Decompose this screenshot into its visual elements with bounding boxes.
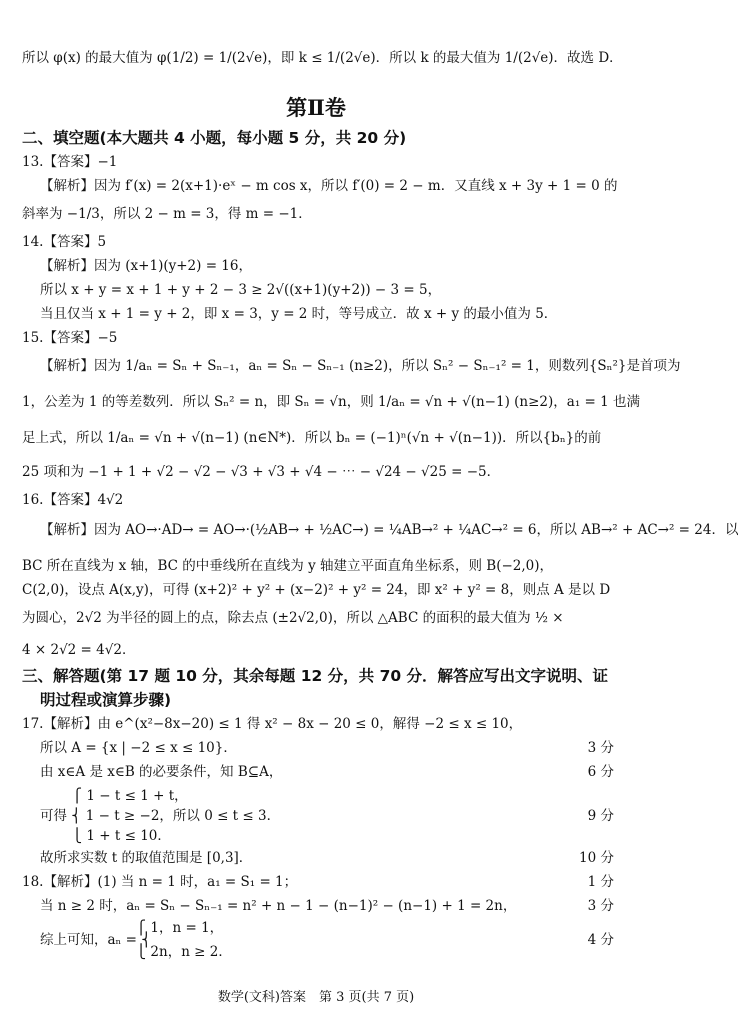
- score-label: 9 分: [587, 808, 614, 824]
- score-label: 3 分: [587, 898, 614, 914]
- score-label: 6 分: [587, 764, 614, 780]
- part-title: 第Ⅱ卷: [286, 95, 346, 120]
- answer-line: 15.【答案】−5: [22, 330, 118, 346]
- text-line: 所以 φ(x) 的最大值为 φ(1/2) = 1/(2√e)，即 k ≤ 1/(2√e)．所以 k 的最大值为 1/(2√e)．故选 D．: [22, 50, 623, 66]
- text-line: 足上式，所以 1/aₙ = √n + √(n−1) (n∈N*)．所以 bₙ = (−1)ⁿ(√n + √(n−1))．所以{bₙ}的前: [22, 430, 602, 446]
- score-label: 10 分: [579, 850, 614, 866]
- text-line: 25 项和为 −1 + 1 + √2 − √2 − √3 + √3 + √4 − ⋯ − √24 − √25 = −5．: [22, 464, 501, 480]
- section-heading: 三、解答题(第 17 题 10 分，其余每题 12 分，共 70 分．解答应写出文字说明、证: [22, 667, 609, 685]
- text-line: 【解析】因为 1/aₙ = Sₙ + Sₙ₋₁，aₙ = Sₙ − Sₙ₋₁ (n≥2)，所以 Sₙ² − Sₙ₋₁² = 1，则数列{Sₙ²}是首项为: [40, 358, 681, 374]
- score-label: 4 分: [587, 932, 614, 948]
- text-line: 当 n ≥ 2 时，aₙ = Sₙ − Sₙ₋₁ = n² + n − 1 − (n−1)² − (n−1) + 1 = 2n，: [40, 898, 517, 914]
- text-line: 【解析】因为 AO→·AD→ = AO→·(½AB→ + ½AC→) = ¼AB→² + ¼AC→² = 6，所以 AB→² + AC→² = 24．以: [40, 522, 738, 538]
- system-line: 综上可知，aₙ = ⎨: [40, 932, 152, 948]
- section-heading: 明过程或演算步骤): [40, 691, 172, 709]
- score-label: 3 分: [587, 740, 614, 756]
- answer-line: 14.【答案】5: [22, 234, 107, 250]
- text-line: BC 所在直线为 x 轴，BC 的中垂线所在直线为 y 轴建立平面直角坐标系，则 B(−2,0)，: [22, 558, 554, 574]
- text-line: 由 x∈A 是 x∈B 的必要条件，知 B⊆A，: [40, 764, 283, 780]
- text-line: C(2,0)，设点 A(x,y)，可得 (x+2)² + y² + (x−2)² + y² = 24，即 x² + y² = 8，则点 A 是以 D: [22, 582, 611, 598]
- text-line: 为圆心，2√2 为半径的圆上的点，除去点 (±2√2,0)，所以 △ABC 的面积的最大值为 ½ ×: [22, 610, 564, 626]
- system-line: 可得 ⎨ 1 − t ≥ −2，所以 0 ≤ t ≤ 3．: [40, 808, 281, 824]
- text-line: 【解析】因为 f′(x) = 2(x+1)·eˣ − m cos x，所以 f′(0) = 2 − m．又直线 x + 3y + 1 = 0 的: [40, 178, 618, 194]
- text-line: 所以 A = {x | −2 ≤ x ≤ 10}．: [40, 740, 237, 756]
- answer-line: 16.【答案】4√2: [22, 492, 124, 508]
- answer-line: 13.【答案】−1: [22, 154, 118, 170]
- text-line: 17.【解析】由 e^(x²−8x−20) ≤ 1 得 x² − 8x − 20 ≤ 0，解得 −2 ≤ x ≤ 10，: [22, 716, 523, 732]
- system-line: ⎧ 1，n = 1，: [136, 920, 224, 936]
- system-line: ⎩ 1 + t ≤ 10．: [72, 828, 171, 844]
- page-footer: 数学(文科)答案 第 3 页(共 7 页): [217, 990, 415, 1005]
- text-line: 1，公差为 1 的等差数列．所以 Sₙ² = n，即 Sₙ = √n，则 1/aₙ = √n + √(n−1) (n≥2)，a₁ = 1 也满: [22, 394, 641, 410]
- text-line: 所以 x + y = x + 1 + y + 2 − 3 ≥ 2√((x+1)(y+2)) − 3 = 5，: [40, 282, 442, 298]
- text-line: 当且仅当 x + 1 = y + 2，即 x = 3，y = 2 时，等号成立．故 x + y 的最小值为 5．: [40, 306, 558, 322]
- text-line: 18.【解析】(1) 当 n = 1 时，a₁ = S₁ = 1；: [22, 874, 298, 890]
- score-label: 1 分: [587, 874, 614, 890]
- text-line: 【解析】因为 (x+1)(y+2) = 16，: [40, 258, 252, 274]
- text-line: 故所求实数 t 的取值范围是 [0,3]．: [40, 850, 253, 866]
- section-heading: 二、填空题(本大题共 4 小题，每小题 5 分，共 20 分): [22, 129, 407, 147]
- system-line: ⎧ 1 − t ≤ 1 + t，: [72, 788, 188, 804]
- text-line: 4 × 2√2 = 4√2．: [22, 642, 136, 658]
- text-line: 斜率为 −1/3，所以 2 − m = 3，得 m = −1．: [22, 206, 312, 222]
- system-line: ⎩ 2n，n ≥ 2．: [136, 944, 232, 960]
